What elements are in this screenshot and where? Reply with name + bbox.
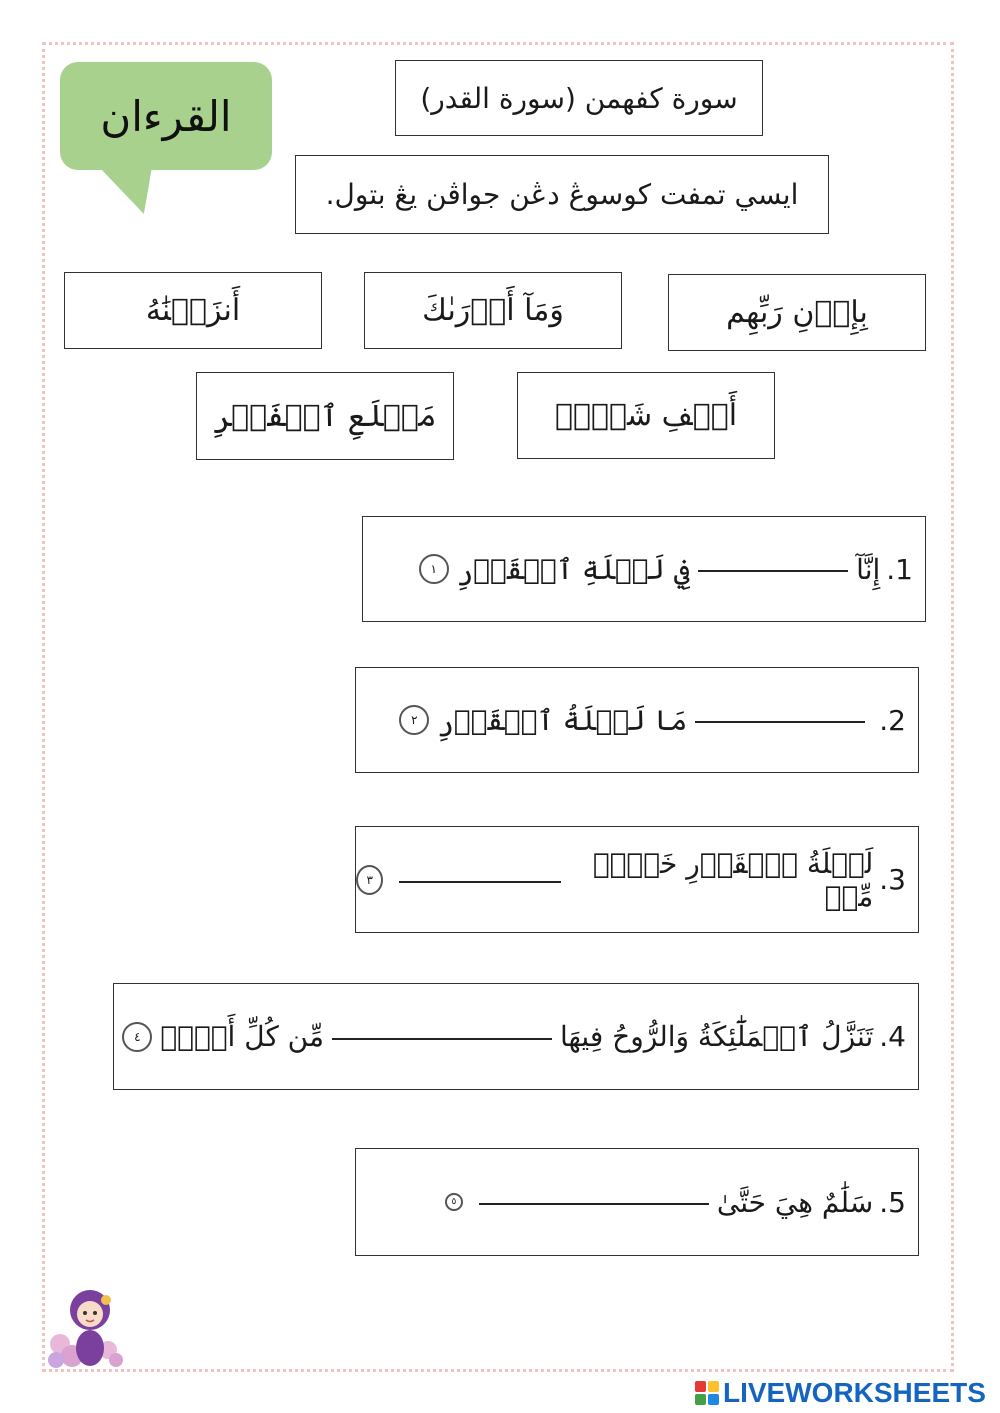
ayah-marker-icon: ٤ [122, 1022, 152, 1052]
brand-text: LIVEWORKSHEETS [723, 1377, 986, 1408]
question-4 [113, 983, 919, 1090]
word-card-text: أَنزَلۡنَٰهُ [145, 293, 241, 328]
question-number: 5. [879, 1185, 906, 1219]
answer-blank[interactable] [399, 877, 561, 883]
question-1 [362, 516, 926, 622]
word-card-text: بِإِذۡنِ رَبِّهِم [726, 295, 868, 330]
word-card-text: وَمَآ أَدۡرَىٰكَ [422, 293, 564, 328]
word-card[interactable] [517, 372, 775, 459]
question-text-after: مَا لَيۡلَةُ ٱلۡقَدۡرِ [437, 703, 688, 737]
word-card[interactable] [196, 372, 454, 460]
title-text: سورة كفهمن (سورة القدر) [420, 81, 738, 115]
answer-blank[interactable] [695, 717, 865, 723]
question-text-before: سَلَٰمٌ هِيَ حَتَّىٰ [716, 1185, 874, 1219]
answer-blank[interactable] [332, 1034, 552, 1040]
word-card[interactable] [64, 272, 322, 349]
answer-blank[interactable] [698, 566, 848, 572]
worksheet-title [395, 60, 763, 136]
word-card[interactable] [364, 272, 622, 349]
word-card-text: أَلۡفِ شَهۡرٖ [554, 398, 738, 433]
question-number: 1. [886, 552, 913, 586]
question-text-before: تَنَزَّلُ ٱلۡمَلَٰٓئِكَةُ وَالرُّوحُ فِيهَا [559, 1020, 874, 1053]
word-card[interactable] [668, 274, 926, 351]
liveworksheets-mark-icon [695, 1381, 719, 1405]
question-5 [355, 1148, 919, 1256]
question-number: 4. [879, 1020, 906, 1053]
instruction-box [295, 155, 829, 234]
ayah-marker-icon: ٥ [445, 1193, 463, 1211]
ayah-marker-icon: ٣ [356, 865, 383, 895]
girl-avatar-icon [46, 1282, 126, 1370]
subject-bubble [60, 62, 272, 170]
question-3 [355, 826, 919, 933]
question-text-before: لَيۡلَةُ ٱلۡقَدۡرِ خَيۡرٞ مِّنۡ [592, 846, 874, 913]
question-2 [355, 667, 919, 773]
liveworksheets-logo [695, 1376, 986, 1410]
question-text-before: إِنَّآ [856, 552, 881, 586]
question-text-after: فِي لَيۡلَةِ ٱلۡقَدۡرِ [456, 552, 691, 586]
question-number: 2. [879, 703, 906, 737]
answer-blank[interactable] [479, 1199, 709, 1205]
word-card-text: مَطۡلَعِ ٱلۡفَجۡرِ [213, 398, 437, 434]
subject-label: القرءان [100, 91, 232, 141]
ayah-marker-icon: ١ [419, 554, 449, 584]
question-text-after: مِّن كُلِّ أَمۡرٖ [160, 1020, 324, 1053]
question-number: 3. [879, 863, 906, 896]
ayah-marker-icon: ٢ [399, 705, 429, 735]
instruction-text: ايسي تمفت كوسوڠ دڠن جواڤن يڠ بتول. [325, 178, 799, 211]
